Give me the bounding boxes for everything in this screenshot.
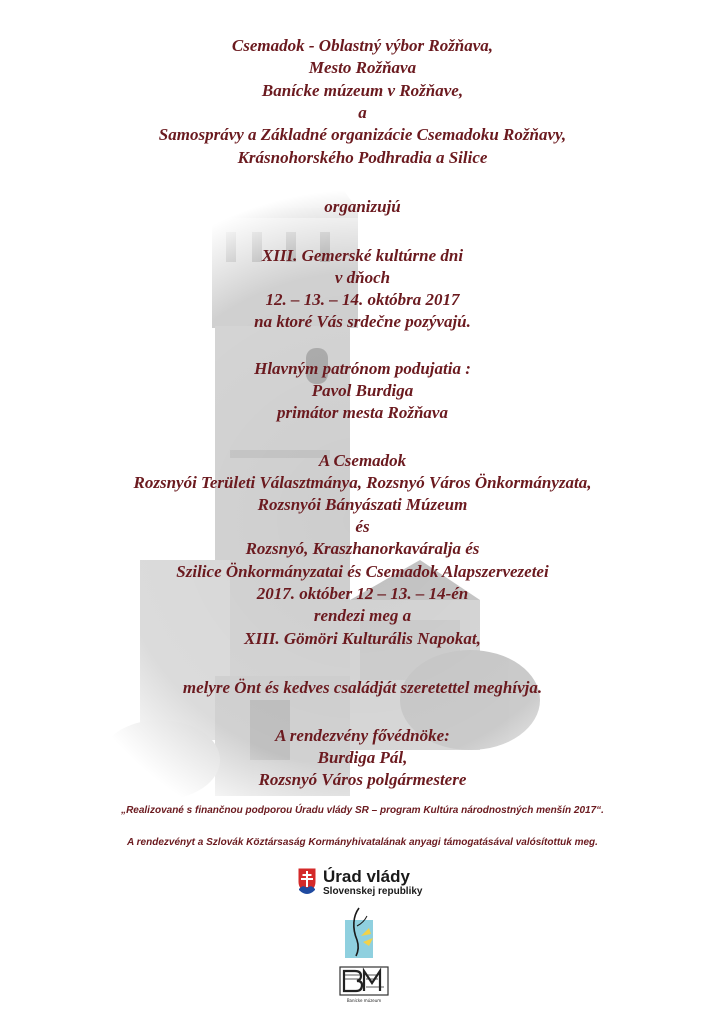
event-dates-sk: 12. – 13. – 14. októbra 2017 xyxy=(265,290,460,309)
csemadok-logo-icon xyxy=(343,906,383,960)
patron-heading-hu: A rendezvény fővédnöke: xyxy=(275,726,450,745)
funding-note-hu: A rendezvényt a Szlovák Köztársaság Kormányhivatalának anyagi támogatásával valósítottuk meg. xyxy=(127,837,598,848)
banicke-muzeum-logo xyxy=(338,965,390,1015)
patron-name-sk: Pavol Burdiga xyxy=(311,381,414,400)
organizer-line: Samosprávy a Základné organizácie Csemadoku Rožňavy, xyxy=(158,125,567,144)
body-line-hu: A Csemadok xyxy=(318,451,407,470)
organize-verb: organizujú xyxy=(324,197,401,216)
patron-role-hu: Rozsnyó Város polgármestere xyxy=(258,770,467,789)
body-line-hu: Szilice Önkormányzatai és Csemadok Alapszervezetei xyxy=(176,562,549,581)
patron-name-hu: Burdiga Pál, xyxy=(317,748,408,767)
funding-note-sk: „Realizované s finančnou podporou Úradu vlády SR – program Kultúra národnostných menšín 2017“. xyxy=(121,805,604,816)
event-line: v dňoch xyxy=(334,268,391,287)
organizer-line: a xyxy=(358,103,367,122)
event-line: na ktoré Vás srdečne pozývajú. xyxy=(254,312,471,331)
event-dates-hu: 2017. október 12 – 13. – 14-én xyxy=(256,584,469,603)
body-line-hu: Rozsnyó, Kraszhanorkaváralja és xyxy=(245,539,480,558)
slovak-coat-of-arms-icon xyxy=(297,867,317,895)
urad-vlady-subtitle: Slovenskej republiky xyxy=(323,886,423,897)
patron-role-sk: primátor mesta Rožňava xyxy=(277,403,448,422)
event-title-sk: XIII. Gemerské kultúrne dni xyxy=(261,246,464,265)
bm-caption: Banícke múzeum xyxy=(346,998,382,1003)
urad-vlady-logo xyxy=(297,867,467,899)
body-line-hu: rendezi meg a xyxy=(313,606,412,625)
body-line-hu: és xyxy=(355,517,370,536)
invite-line-hu: melyre Önt és kedves családját szeretettel meghívja. xyxy=(182,678,543,697)
organizer-line: Krásnohorského Podhradia a Silice xyxy=(237,148,488,167)
patron-heading-sk: Hlavným patrónom podujatia : xyxy=(254,359,471,378)
organizer-line: Csemadok - Oblastný výbor Rožňava, xyxy=(231,36,494,55)
organizer-line: Mesto Rožňava xyxy=(308,58,417,77)
body-line-hu: Rozsnyói Bányászati Múzeum xyxy=(257,495,468,514)
organizer-line: Banícke múzeum v Rožňave, xyxy=(261,81,464,100)
body-line-hu: Rozsnyói Területi Választmánya, Rozsnyó Város Önkormányzata, xyxy=(133,473,592,492)
urad-vlady-title: Úrad vlády xyxy=(323,867,410,886)
event-title-hu: XIII. Gömöri Kulturális Napokat, xyxy=(244,629,481,648)
bm-monogram-icon xyxy=(338,965,390,997)
